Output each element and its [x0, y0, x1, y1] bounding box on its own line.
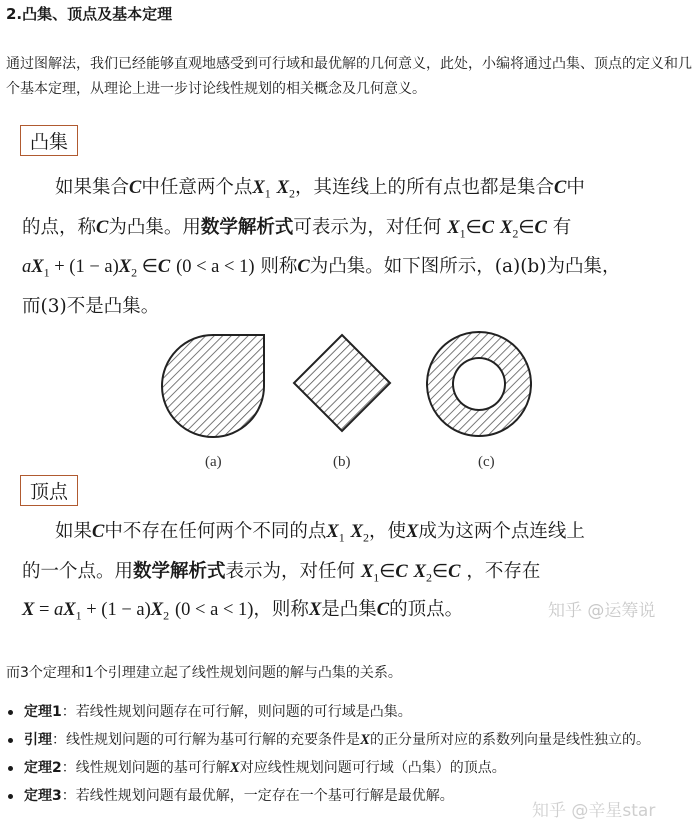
watermark-1: 知乎 @运筹说 [548, 601, 656, 621]
intro-paragraph: 通过图解法，我们已经能够直观地感受到可行域和最优解的几何意义，此处，小编将通过凸集、顶点的定义和几个基本定理，从理论上进一步讨论线性规划的相关概念及几何意义。 [6, 56, 692, 97]
bullet-icon [8, 766, 13, 771]
figure-a-caption: (a) [205, 454, 222, 470]
bullet-icon [8, 738, 13, 743]
figure-a-teardrop [162, 335, 264, 437]
vertex-label: 顶点 [20, 475, 78, 506]
convex-def-line-1: 如果集合C中任意两个点$X_1$ $X_2$，其连线上的所有点也都是集合C中 [55, 177, 585, 201]
figure-panel [0, 113, 697, 646]
figure-c-caption: (c) [478, 454, 495, 470]
vertex-def-line-2: 的一个点。用数学解析式表示为，对任何 $X_1\in C$ $X_2\in C$ ，不存在 [22, 561, 541, 585]
figure-c-ring [427, 332, 531, 436]
section-title: 2.凸集、顶点及基本定理 [6, 5, 173, 23]
watermark-2: 知乎 @辛星star [532, 801, 656, 821]
figure-b-diamond [294, 335, 390, 431]
convex-def-line-2: 的点，称C为凸集。用数学解析式可表示为，对任何 $X_1\in C$ $X_2\in C$ 有 [22, 217, 572, 241]
convex-figures [150, 323, 550, 473]
convex-set-label: 凸集 [20, 125, 78, 156]
bullet-icon [8, 710, 13, 715]
figure-b-caption: (b) [333, 454, 351, 470]
list-item: 定理3：若线性规划问题有最优解，一定存在一个基可行解是最优解。 [0, 784, 697, 808]
list-item: 引理：线性规划问题的可行解为基可行解的充要条件是X的正分量所对应的系数列向量是线性独立的。 [0, 728, 697, 752]
bullet-icon [8, 794, 13, 799]
theorem-intro: 而3个定理和1个引理建立起了线性规划问题的解与凸集的关系。 [6, 665, 402, 681]
list-item: 定理2：线性规划问题的基可行解X对应线性规划问题可行域（凸集）的顶点。 [0, 756, 697, 780]
vertex-def-line-3: $X = aX_1 + (1 - a)X_2$ (0 < a < 1)，则称X是凸集C的顶点。 [22, 599, 464, 623]
vertex-def-line-1: 如果C中不存在任何两个不同的点$X_1$ $X_2$，使X成为这两个点连线上 [55, 521, 585, 545]
list-item: 定理1：若线性规划问题存在可行解，则问题的可行域是凸集。 [0, 700, 697, 724]
convex-def-line-4: 而(3)不是凸集。 [22, 296, 160, 317]
convex-def-line-3: $aX_1 + (1 - a)X_2$ ∈C (0 < a < 1) 则称C为凸集。如下图所示，(a)(b)为凸集， [22, 256, 621, 280]
